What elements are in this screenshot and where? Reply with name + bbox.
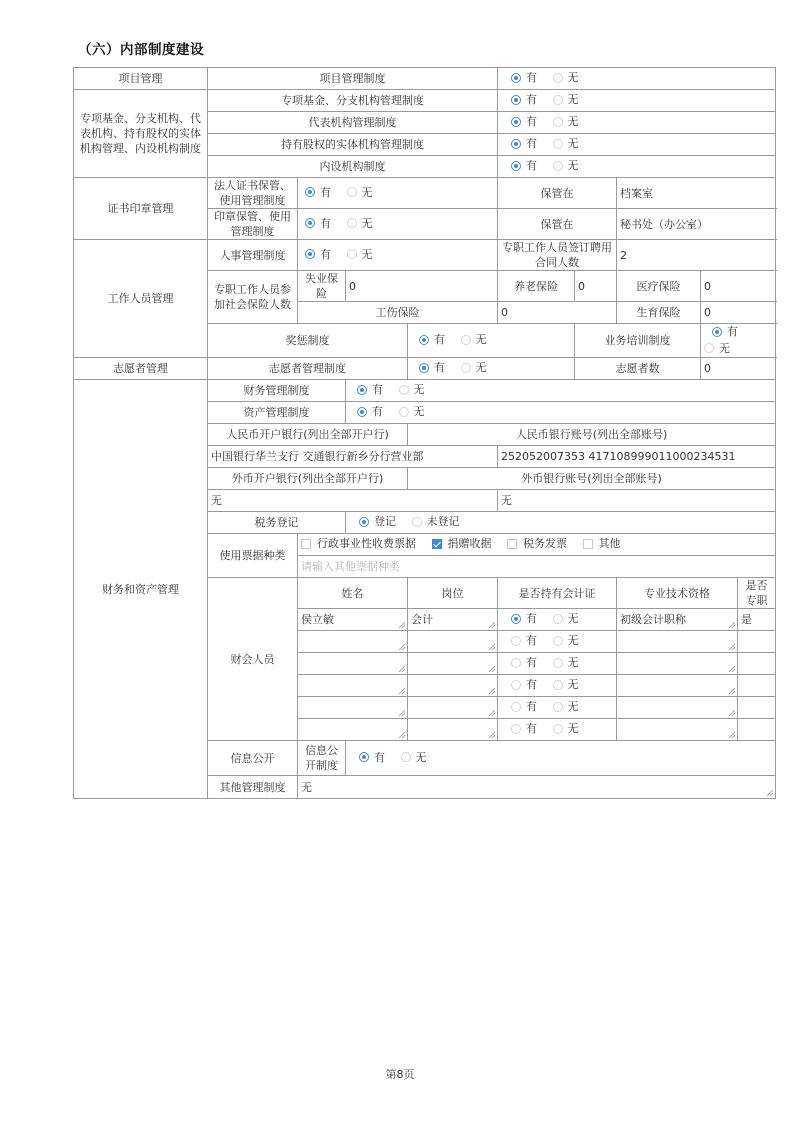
radio-no[interactable]: 无: [553, 677, 579, 692]
volunteer-rule-label: 志愿者管理制度: [208, 358, 408, 380]
radio-no[interactable]: 无: [553, 136, 579, 151]
radio-yes[interactable]: 有: [419, 332, 445, 347]
disclosure-label: 信息公开: [208, 741, 298, 776]
hr-rule-label: 人事管理制度: [208, 240, 298, 271]
acc-header-fulltime: 是否专职: [738, 578, 776, 609]
radio-yes[interactable]: 有: [357, 382, 383, 397]
acc-fulltime-cell[interactable]: [738, 697, 776, 719]
finance-category: 财务和资产管理: [74, 380, 208, 799]
radio-unregistered[interactable]: 未登记: [412, 514, 460, 529]
radio-yes[interactable]: 有: [359, 750, 385, 765]
hr-rule-radio: [298, 240, 498, 271]
radio-yes[interactable]: 有: [511, 114, 537, 129]
checkbox-donation[interactable]: 捐赠收据: [432, 536, 492, 551]
acc-header-cert: 是否持有会计证: [498, 578, 617, 609]
fin-rule-label: 财务管理制度: [208, 380, 346, 402]
accountant-label: 财会人员: [208, 578, 298, 741]
receipt-label: 使用票据种类: [208, 534, 298, 578]
radio-yes[interactable]: 有: [511, 633, 537, 648]
other-rule-label: 其他管理制度: [208, 776, 298, 799]
injury-label: 工伤保险: [298, 302, 498, 324]
radio-no[interactable]: 无: [347, 185, 373, 200]
fin-rule-radio: [346, 380, 776, 402]
seal-category: 证书印章管理: [74, 178, 208, 240]
acc-post-cell[interactable]: 会计: [408, 609, 498, 631]
radio-no[interactable]: 无: [461, 360, 487, 375]
acc-cert-radio: [498, 653, 617, 675]
radio-yes[interactable]: 有: [511, 611, 537, 626]
special-item-1-radio: [498, 90, 776, 112]
page-number: 第8页: [385, 1068, 415, 1081]
acc-header-post: 岗位: [408, 578, 498, 609]
special-item-2-radio: [498, 112, 776, 134]
tax-label: 税务登记: [208, 512, 346, 534]
asset-rule-label: 资产管理制度: [208, 402, 346, 424]
radio-no[interactable]: 无: [401, 750, 427, 765]
internal-system-table: [73, 67, 776, 799]
special-item-3-radio: [498, 134, 776, 156]
special-item-1: 专项基金、分支机构管理制度: [208, 90, 498, 112]
radio-no[interactable]: 无: [553, 92, 579, 107]
project-category: 项目管理: [74, 68, 208, 90]
fx-bank-value[interactable]: 无: [208, 490, 498, 512]
acc-cert-radio: [498, 675, 617, 697]
rmb-account-value[interactable]: 252052007353 417108999011000234531: [498, 446, 776, 468]
radio-yes[interactable]: 有: [511, 677, 537, 692]
disclosure-rule-radio: [346, 741, 776, 776]
checkbox-admin-fee[interactable]: 行政事业性收费票据: [301, 536, 416, 551]
unemployment-label: 失业保险: [298, 271, 346, 302]
radio-yes[interactable]: 有: [305, 216, 331, 231]
volunteer-category: 志愿者管理: [74, 358, 208, 380]
acc-fulltime-cell[interactable]: [738, 631, 776, 653]
contract-label: 专职工作人员签订聘用合同人数: [498, 240, 617, 271]
radio-no[interactable]: 无: [553, 633, 579, 648]
acc-name-cell[interactable]: [298, 719, 408, 741]
rmb-bank-value[interactable]: 中国银行华兰支行 交通银行新乡分行营业部: [208, 446, 498, 468]
acc-name-cell[interactable]: [298, 697, 408, 719]
acc-fulltime-cell[interactable]: [738, 653, 776, 675]
radio-no[interactable]: 无: [553, 699, 579, 714]
other-rule-value[interactable]: 无: [298, 776, 776, 799]
radio-no[interactable]: 无: [399, 382, 425, 397]
radio-yes[interactable]: 有: [511, 158, 537, 173]
asset-rule-radio: [346, 402, 776, 424]
maternity-value[interactable]: 0: [701, 302, 776, 324]
acc-cert-radio: [498, 609, 617, 631]
acc-post-cell[interactable]: [408, 631, 498, 653]
radio-yes[interactable]: 有: [419, 360, 445, 375]
cert-keeper-label: 保管在: [498, 178, 617, 209]
radio-no[interactable]: 无: [553, 611, 579, 626]
acc-post-cell[interactable]: [408, 675, 498, 697]
special-item-2: 代表机构管理制度: [208, 112, 498, 134]
stamp-rule-radio: [298, 209, 498, 240]
staff-category: 工作人员管理: [74, 240, 208, 358]
pension-value[interactable]: 0: [575, 271, 617, 302]
special-item-4: 内设机构制度: [208, 156, 498, 178]
radio-yes[interactable]: 有: [511, 136, 537, 151]
reward-radio: [408, 324, 575, 358]
section-title: （六）内部制度建设: [78, 42, 204, 58]
special-category: 专项基金、分支机构、代表机构、持有股权的实体机构管理、内设机构制度: [74, 90, 208, 178]
acc-qual-cell[interactable]: [617, 631, 738, 653]
radio-no[interactable]: 无: [399, 404, 425, 419]
acc-name-cell[interactable]: [298, 653, 408, 675]
checkbox-other[interactable]: 其他: [583, 536, 621, 551]
cert-rule-radio: [298, 178, 498, 209]
fx-account-label: 外币银行账号(列出全部账号): [408, 468, 776, 490]
training-label: 业务培训制度: [575, 324, 701, 358]
fx-account-value[interactable]: 无: [498, 490, 776, 512]
radio-yes[interactable]: 有: [511, 70, 537, 85]
radio-no[interactable]: 无: [347, 247, 373, 262]
acc-cert-radio: [498, 697, 617, 719]
contract-value[interactable]: 2: [617, 240, 776, 271]
cert-keeper-value[interactable]: 档案室: [617, 178, 776, 209]
volunteer-rule-radio: [408, 358, 575, 380]
special-item-3: 持有股权的实体机构管理制度: [208, 134, 498, 156]
radio-yes[interactable]: 有: [305, 185, 331, 200]
disclosure-rule-label: 信息公开制度: [298, 741, 346, 776]
radio-no[interactable]: 无: [553, 721, 579, 736]
pension-label: 养老保险: [498, 271, 575, 302]
acc-post-cell[interactable]: [408, 697, 498, 719]
volunteer-count-value[interactable]: 0: [701, 358, 776, 380]
cert-rule-label: 法人证书保管、使用管理制度: [208, 178, 298, 209]
acc-fulltime-cell[interactable]: [738, 675, 776, 697]
radio-yes[interactable]: 有: [511, 655, 537, 670]
medical-label: 医疗保险: [617, 271, 701, 302]
maternity-label: 生育保险: [617, 302, 701, 324]
radio-yes[interactable]: 有: [511, 721, 537, 736]
insurance-label: 专职工作人员参加社会保险人数: [208, 271, 298, 324]
acc-post-cell[interactable]: [408, 719, 498, 741]
tax-radio: [346, 512, 776, 534]
acc-name-cell[interactable]: [298, 675, 408, 697]
acc-header-name: 姓名: [298, 578, 408, 609]
stamp-keeper-value[interactable]: 秘书处（办公室）: [617, 209, 776, 240]
acc-post-cell[interactable]: [408, 653, 498, 675]
radio-yes[interactable]: 有: [511, 699, 537, 714]
radio-no[interactable]: 无: [553, 158, 579, 173]
radio-no[interactable]: 无: [461, 332, 487, 347]
injury-value[interactable]: 0: [498, 302, 617, 324]
acc-qual-cell[interactable]: [617, 697, 738, 719]
other-receipt-input[interactable]: 请输入其他票据种类: [298, 556, 776, 578]
radio-no[interactable]: 无: [704, 341, 730, 356]
receipt-types: [298, 534, 776, 556]
radio-yes[interactable]: 有: [305, 247, 331, 262]
acc-cert-radio: [498, 719, 617, 741]
radio-yes[interactable]: 有: [712, 324, 738, 339]
acc-header-qual: 专业技术资格: [617, 578, 738, 609]
project-rule-radio: [498, 68, 776, 90]
acc-qual-cell[interactable]: [617, 719, 738, 741]
rmb-bank-label: 人民币开户银行(列出全部开户行): [208, 424, 408, 446]
volunteer-count-label: 志愿者数: [575, 358, 701, 380]
acc-qual-cell[interactable]: 初级会计职称: [617, 609, 738, 631]
fx-bank-label: 外币开户银行(列出全部开户行): [208, 468, 408, 490]
radio-no[interactable]: 无: [347, 216, 373, 231]
acc-fulltime-cell[interactable]: 是: [738, 609, 776, 631]
training-radio: [701, 324, 776, 358]
stamp-rule-label: 印章保管、使用管理制度: [208, 209, 298, 240]
acc-fulltime-cell[interactable]: [738, 719, 776, 741]
acc-qual-cell[interactable]: [617, 653, 738, 675]
medical-value[interactable]: 0: [701, 271, 776, 302]
acc-qual-cell[interactable]: [617, 675, 738, 697]
acc-name-cell[interactable]: [298, 631, 408, 653]
acc-cert-radio: [498, 631, 617, 653]
reward-label: 奖惩制度: [208, 324, 408, 358]
stamp-keeper-label: 保管在: [498, 209, 617, 240]
project-rule-label: 项目管理制度: [208, 68, 498, 90]
radio-registered[interactable]: 登记: [359, 514, 396, 529]
checkbox-tax-invoice[interactable]: 税务发票: [507, 536, 567, 551]
radio-no[interactable]: 无: [553, 114, 579, 129]
radio-yes[interactable]: 有: [357, 404, 383, 419]
special-item-4-radio: [498, 156, 776, 178]
radio-yes[interactable]: 有: [511, 92, 537, 107]
rmb-account-label: 人民币银行账号(列出全部账号): [408, 424, 776, 446]
radio-no[interactable]: 无: [553, 70, 579, 85]
radio-no[interactable]: 无: [553, 655, 579, 670]
acc-name-cell[interactable]: 侯立敏: [298, 609, 408, 631]
unemployment-value[interactable]: 0: [346, 271, 498, 302]
